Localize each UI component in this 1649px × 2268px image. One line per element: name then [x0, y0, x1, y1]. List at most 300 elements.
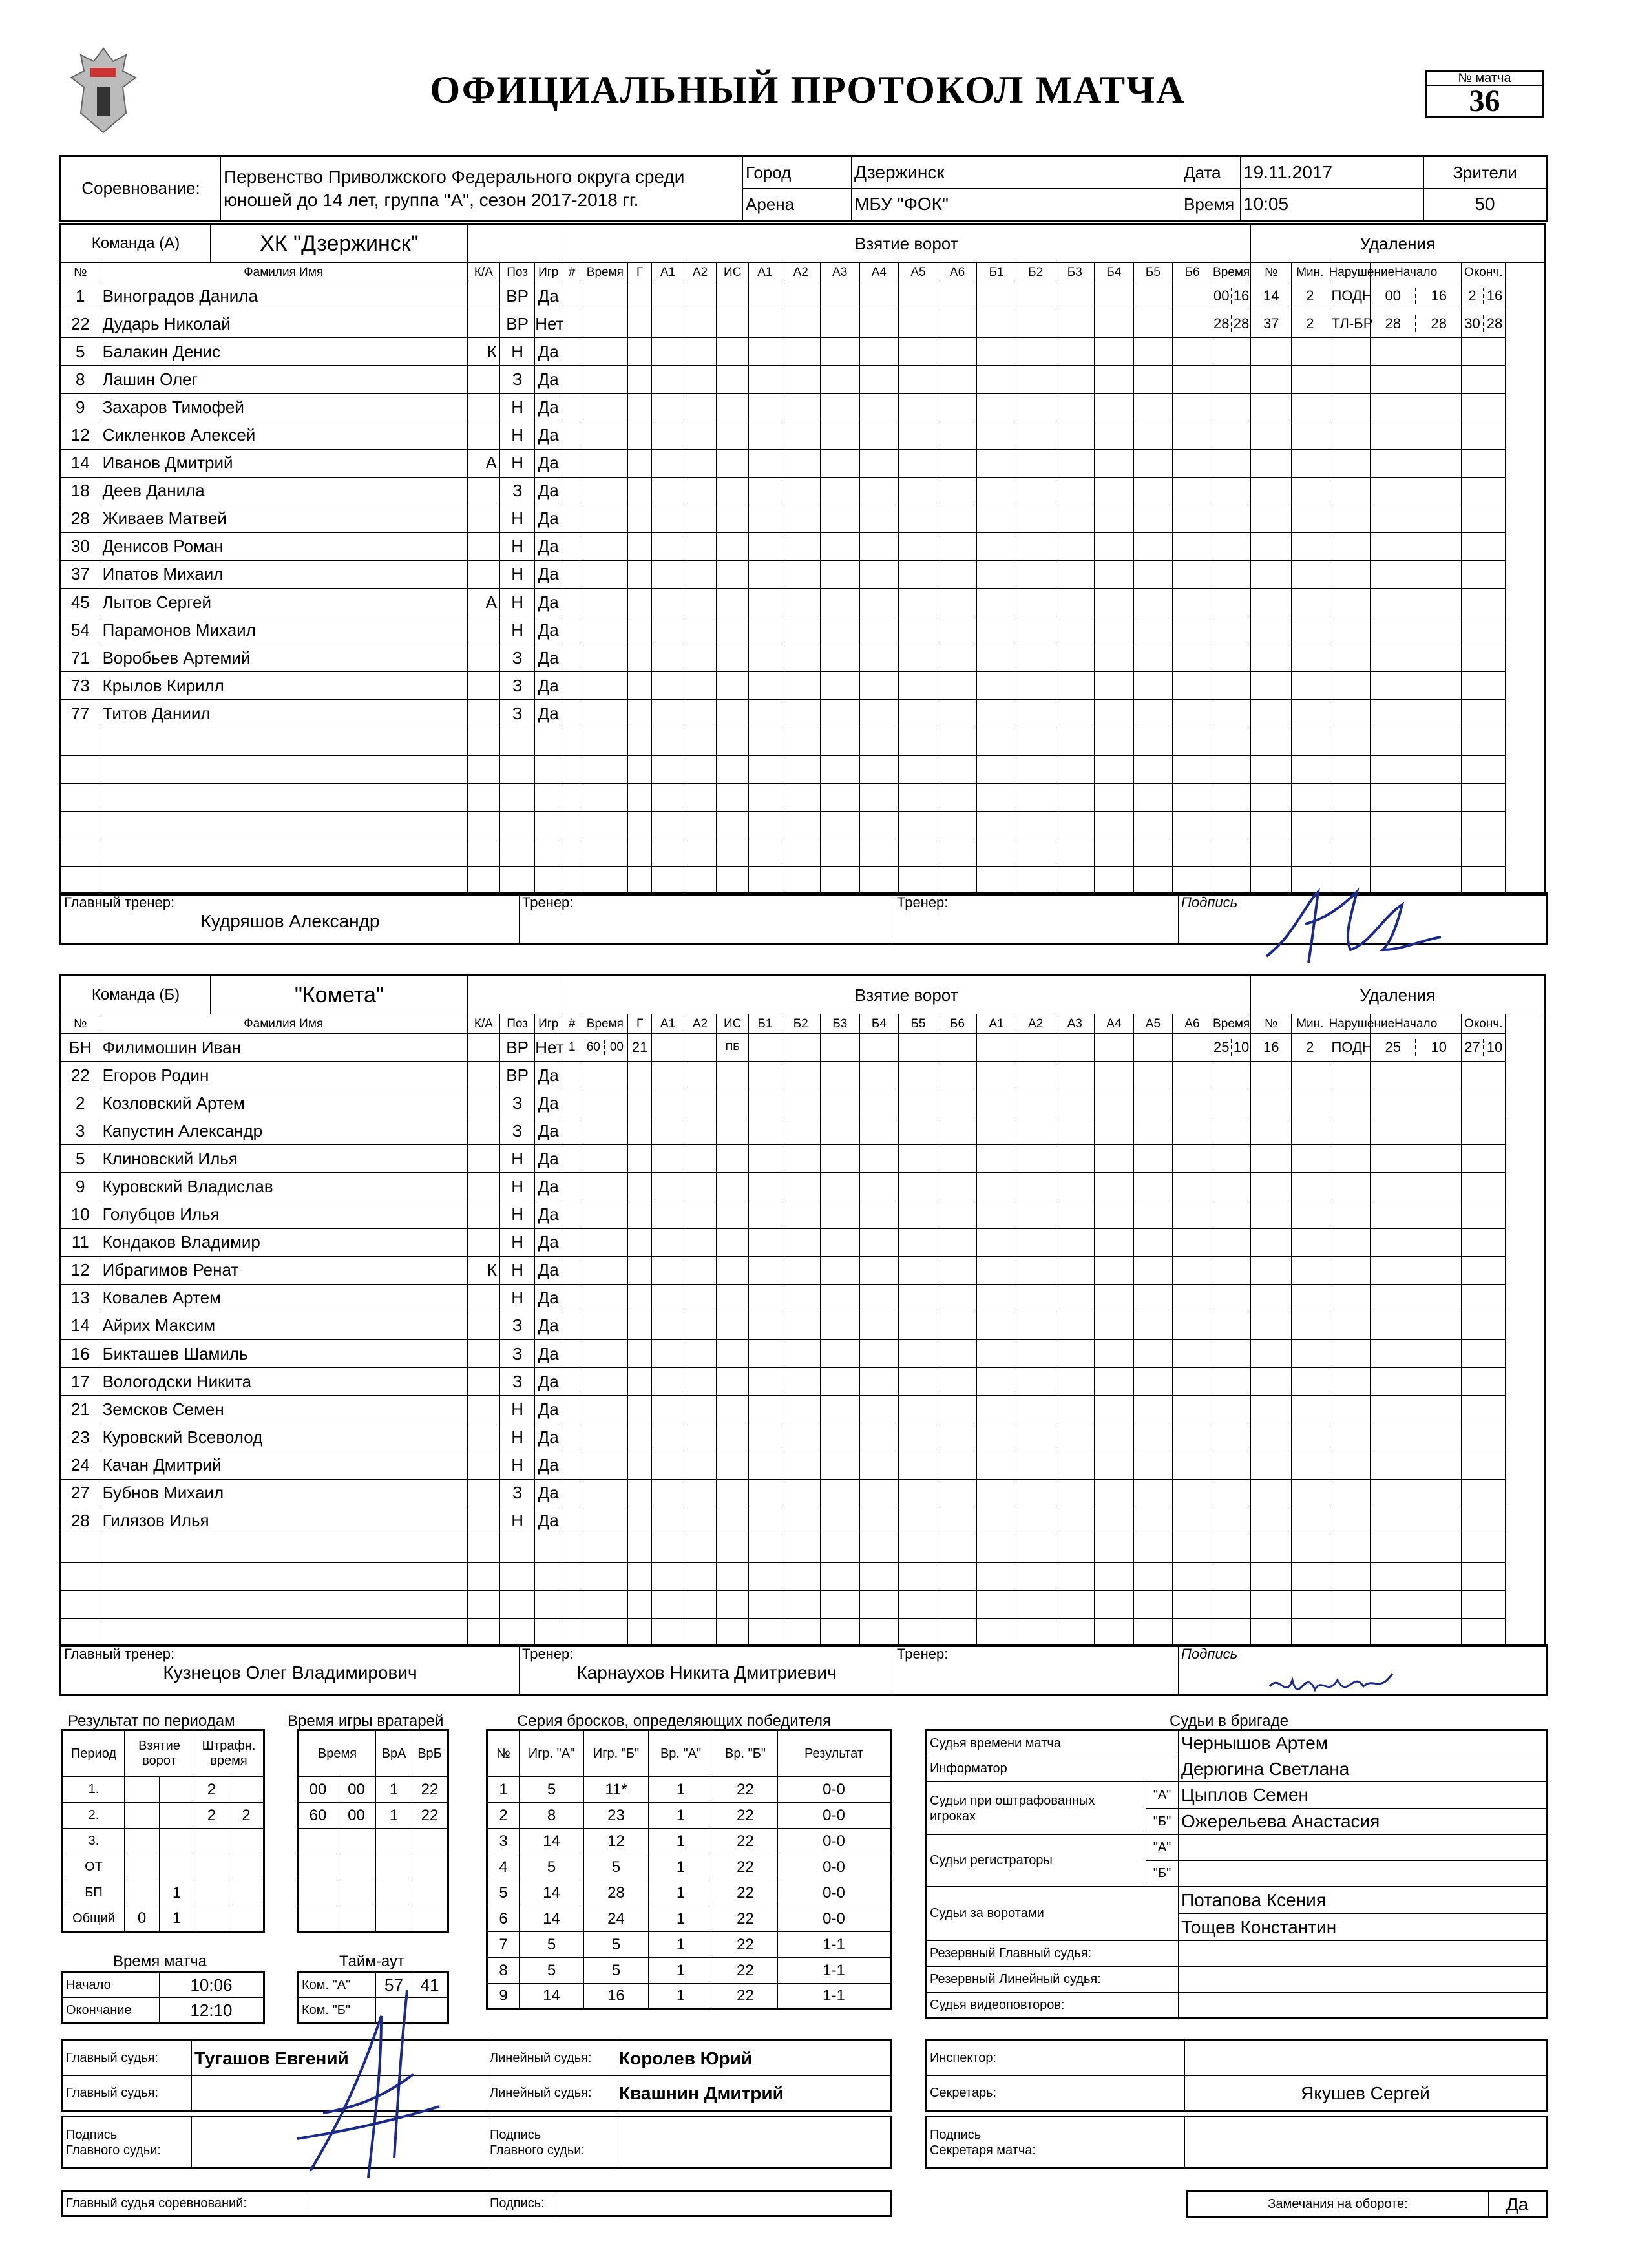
player-played: Да — [535, 1423, 562, 1451]
player-captain — [467, 1062, 499, 1089]
on-ice-cell — [899, 1451, 938, 1479]
goal-assist-1 — [651, 672, 684, 700]
penalty-minutes — [1292, 616, 1329, 644]
on-ice-cell — [899, 811, 938, 839]
player-position — [499, 755, 534, 783]
player-played — [535, 728, 562, 755]
goal-scorer — [628, 1451, 652, 1479]
penalty-start — [1371, 616, 1462, 644]
goal-number — [562, 532, 582, 560]
goal-judge-1: Потапова Ксения — [1179, 1887, 1547, 1914]
on-ice-cell — [899, 1562, 938, 1590]
goalie-a — [376, 1906, 412, 1932]
on-ice-cell — [1055, 1117, 1095, 1145]
player-position: З — [499, 672, 534, 700]
penalty-player — [1251, 1562, 1292, 1590]
on-ice-cell — [938, 728, 977, 755]
player-played: Да — [535, 421, 562, 449]
on-ice-cell — [1173, 1173, 1212, 1201]
player-name: Качан Дмитрий — [100, 1451, 467, 1479]
on-ice-cell — [821, 616, 860, 644]
on-ice-cell — [1055, 839, 1095, 866]
goal-number — [562, 1451, 582, 1479]
shootout-cell: 5 — [584, 1932, 649, 1958]
on-ice-cell — [1055, 728, 1095, 755]
player-played: Да — [535, 1145, 562, 1173]
team-a-col-g_hash: # — [562, 263, 582, 282]
goal-assist-1 — [651, 1507, 684, 1535]
goal-scorer — [628, 338, 652, 366]
player-position: Н — [499, 421, 534, 449]
player-name: Егоров Родин — [100, 1062, 467, 1089]
goal-assist-1 — [651, 560, 684, 588]
shootout-cell: 22 — [713, 1829, 778, 1854]
penalty-violation — [1329, 1173, 1371, 1201]
on-ice-cell — [899, 1368, 938, 1396]
goal-time — [582, 1145, 628, 1173]
on-ice-cell — [1055, 1228, 1095, 1256]
penalty-start — [1371, 672, 1462, 700]
penalty-time — [1212, 477, 1251, 505]
penalty-minutes — [1292, 755, 1329, 783]
team-a-col-p_end: Оконч. — [1462, 263, 1506, 282]
on-ice-cell — [749, 282, 781, 310]
shootout-cell: 0-0 — [778, 1829, 891, 1854]
player-played: Да — [535, 1368, 562, 1396]
goal-situation — [717, 394, 749, 421]
date-label: Дата — [1181, 156, 1241, 189]
player-captain — [467, 700, 499, 728]
timeout-title: Тайм-аут — [339, 1953, 404, 1970]
penalty-player — [1251, 700, 1292, 728]
player-position — [499, 866, 534, 894]
period-pa: 2 — [194, 1803, 229, 1829]
on-ice-cell — [1055, 282, 1095, 310]
penalty-violation — [1329, 1089, 1371, 1117]
penalty-minutes — [1292, 560, 1329, 588]
player-row — [61, 1034, 1545, 1062]
main-ref-label-2: Главный судья: — [63, 2076, 192, 2112]
on-ice-cell — [1055, 755, 1095, 783]
on-ice-cell — [1173, 644, 1212, 672]
player-position: Н — [499, 1451, 534, 1479]
penalty-time — [1212, 1228, 1251, 1256]
on-ice-cell — [1016, 672, 1055, 700]
goal-assist-2 — [684, 811, 717, 839]
penalty-start — [1371, 1368, 1462, 1396]
on-ice-cell — [1133, 1535, 1173, 1562]
on-ice-cell — [821, 1479, 860, 1507]
penalty-player — [1251, 1062, 1292, 1089]
on-ice-cell — [1016, 866, 1055, 894]
goal-number — [562, 282, 582, 310]
period-pa: 2 — [194, 1777, 229, 1803]
penalty-end — [1462, 1590, 1506, 1618]
player-name — [100, 783, 467, 811]
on-ice-cell — [859, 477, 899, 505]
penalty-time — [1212, 1340, 1251, 1368]
on-ice-cell — [1055, 1034, 1095, 1062]
on-ice-cell — [1095, 700, 1134, 728]
on-ice-cell — [1095, 366, 1134, 394]
penalty-violation — [1329, 672, 1371, 700]
penalty-violation — [1329, 532, 1371, 560]
player-number — [61, 839, 100, 866]
comp-sign-label: Подпись: — [487, 2192, 558, 2216]
period-pb: 2 — [229, 1803, 264, 1829]
period-name: БП — [63, 1880, 125, 1906]
on-ice-cell — [1133, 1451, 1173, 1479]
goalie-t2: 00 — [337, 1803, 376, 1829]
on-ice-cell — [1055, 1340, 1095, 1368]
on-ice-cell — [859, 421, 899, 449]
shootout-cell: 22 — [713, 1880, 778, 1906]
player-number: 17 — [61, 1368, 100, 1396]
on-ice-cell — [781, 616, 821, 644]
player-played: Да — [535, 1507, 562, 1535]
player-played — [535, 811, 562, 839]
goal-scorer — [628, 700, 652, 728]
reserve-line — [1179, 1967, 1547, 1993]
on-ice-cell — [1133, 394, 1173, 421]
team-b-col-minus-6: А6 — [1173, 1014, 1212, 1034]
player-played: Да — [535, 394, 562, 421]
player-captain — [467, 839, 499, 866]
on-ice-cell — [938, 755, 977, 783]
player-captain — [467, 282, 499, 310]
on-ice-cell — [781, 1590, 821, 1618]
goal-assist-2 — [684, 449, 717, 477]
shootout-cell: 6 — [487, 1906, 520, 1932]
match-number: 36 — [1469, 84, 1500, 118]
goal-scorer — [628, 421, 652, 449]
penalty-minutes — [1292, 1228, 1329, 1256]
goal-situation — [717, 1507, 749, 1535]
on-ice-cell — [1055, 532, 1095, 560]
goal-assist-1 — [651, 394, 684, 421]
goalie-t1 — [299, 1880, 337, 1906]
goal-situation — [717, 282, 749, 310]
player-played — [535, 1618, 562, 1646]
player-played — [535, 866, 562, 894]
goal-assist-1 — [651, 589, 684, 616]
player-name: Земсков Семен — [100, 1396, 467, 1423]
on-ice-cell — [749, 1089, 781, 1117]
team-a-col-plus-4: А4 — [859, 263, 899, 282]
goal-assist-1 — [651, 1340, 684, 1368]
on-ice-cell — [1095, 1145, 1134, 1173]
penalty-player — [1251, 728, 1292, 755]
on-ice-cell — [1095, 1451, 1134, 1479]
penalty-time — [1212, 1201, 1251, 1228]
penalty-end — [1462, 1256, 1506, 1284]
penalty-end — [1462, 1507, 1506, 1535]
player-played: Да — [535, 1062, 562, 1089]
player-row — [61, 560, 1545, 588]
sign-main2-label: Подпись Главного судьи: — [487, 2117, 616, 2168]
on-ice-cell — [859, 728, 899, 755]
player-number: 18 — [61, 477, 100, 505]
player-name: Куровский Владислав — [100, 1173, 467, 1201]
on-ice-cell — [749, 1117, 781, 1145]
on-ice-cell — [859, 1368, 899, 1396]
competition-label: Соревнование: — [61, 156, 221, 221]
on-ice-cell — [977, 1507, 1016, 1535]
penalty-time — [1212, 1173, 1251, 1201]
main-ref-1: Тугашов Евгений — [192, 2041, 487, 2076]
on-ice-cell — [821, 700, 860, 728]
period-pa — [194, 1829, 229, 1854]
penalty-time — [1212, 560, 1251, 588]
on-ice-cell — [1055, 1173, 1095, 1201]
penalty-start — [1371, 1562, 1462, 1590]
goal-scorer — [628, 1368, 652, 1396]
city: Дзержинск — [852, 156, 1181, 189]
goal-assist-2 — [684, 532, 717, 560]
goal-assist-2 — [684, 1535, 717, 1562]
on-ice-cell — [821, 366, 860, 394]
penalty-minutes — [1292, 839, 1329, 866]
on-ice-cell — [781, 532, 821, 560]
goal-number — [562, 560, 582, 588]
penalty-end — [1462, 449, 1506, 477]
team-b-col-minus-3: А3 — [1055, 1014, 1095, 1034]
on-ice-cell — [1095, 1368, 1134, 1396]
goal-scorer — [628, 1312, 652, 1339]
shootout-cell: 22 — [713, 1984, 778, 2010]
on-ice-cell — [977, 1062, 1016, 1089]
on-ice-cell — [749, 866, 781, 894]
on-ice-cell — [1095, 1117, 1134, 1145]
on-ice-cell — [1055, 366, 1095, 394]
on-ice-cell — [938, 505, 977, 532]
penalty-violation — [1329, 1396, 1371, 1423]
goal-number — [562, 394, 582, 421]
player-name — [100, 839, 467, 866]
penalty-end — [1462, 783, 1506, 811]
goal-situation — [717, 672, 749, 700]
on-ice-cell — [821, 811, 860, 839]
on-ice-cell — [1016, 1479, 1055, 1507]
penalty-end — [1462, 1535, 1506, 1562]
penalty-minutes — [1292, 505, 1329, 532]
on-ice-cell — [1055, 560, 1095, 588]
on-ice-cell — [1055, 1089, 1095, 1117]
on-ice-cell — [749, 1368, 781, 1396]
on-ice-cell — [977, 728, 1016, 755]
period-pb — [229, 1777, 264, 1803]
player-played — [535, 783, 562, 811]
on-ice-cell — [899, 366, 938, 394]
on-ice-cell — [1173, 1590, 1212, 1618]
goal-assist-2 — [684, 1562, 717, 1590]
player-number — [61, 1562, 100, 1590]
penalty-minutes — [1292, 449, 1329, 477]
shootout-cell: 1 — [649, 1906, 713, 1932]
player-position: Н — [499, 616, 534, 644]
goal-scorer — [628, 783, 652, 811]
goal-assist-1 — [651, 1089, 684, 1117]
period-gb: 1 — [160, 1880, 194, 1906]
goal-situation — [717, 532, 749, 560]
player-name: Живаев Матвей — [100, 505, 467, 532]
on-ice-cell — [1095, 1479, 1134, 1507]
penalty-start — [1371, 1117, 1462, 1145]
goal-scorer — [628, 505, 652, 532]
penalty-minutes — [1292, 1451, 1329, 1479]
player-number: 28 — [61, 505, 100, 532]
player-captain — [467, 1145, 499, 1173]
on-ice-cell — [1055, 700, 1095, 728]
on-ice-cell — [1016, 338, 1055, 366]
on-ice-cell — [1133, 728, 1173, 755]
player-name: Козловский Артем — [100, 1089, 467, 1117]
team-b-col-played: Игр — [535, 1014, 562, 1034]
on-ice-cell — [859, 338, 899, 366]
team-b-label: Команда (Б) — [61, 976, 211, 1014]
reserve-main-label: Резервный Главный судья: — [927, 1941, 1179, 1967]
player-played: Да — [535, 644, 562, 672]
goalie-t2 — [337, 1854, 376, 1880]
penalty-start — [1371, 1618, 1462, 1646]
on-ice-cell — [977, 1312, 1016, 1339]
period-name: 1. — [63, 1777, 125, 1803]
penalty-minutes — [1292, 1173, 1329, 1201]
on-ice-cell — [977, 644, 1016, 672]
penalty-violation — [1329, 1228, 1371, 1256]
goal-assist-2 — [684, 1062, 717, 1089]
on-ice-cell — [1173, 1618, 1212, 1646]
team-a-col-g_g: Г — [628, 263, 652, 282]
penalty-minutes — [1292, 1396, 1329, 1423]
player-captain — [467, 505, 499, 532]
on-ice-cell — [821, 560, 860, 588]
goal-assist-1 — [651, 1312, 684, 1339]
on-ice-cell — [749, 811, 781, 839]
on-ice-cell — [1016, 1340, 1055, 1368]
goal-number — [562, 755, 582, 783]
player-played: Да — [535, 532, 562, 560]
penalty-violation: ТЛ-БР — [1329, 310, 1371, 338]
timekeeper: Чернышов Артем — [1179, 1730, 1547, 1756]
on-ice-cell — [899, 532, 938, 560]
penalty-start — [1371, 811, 1462, 839]
russia-hockey-logo-icon — [61, 42, 145, 139]
team-b-col-plus-4: Б4 — [859, 1014, 899, 1034]
goalie-a-col: ВрА — [376, 1730, 412, 1777]
penalty-start — [1371, 1089, 1462, 1117]
penalty-start — [1371, 589, 1462, 616]
player-played: Да — [535, 282, 562, 310]
penalty-end — [1462, 728, 1506, 755]
period-gb — [160, 1777, 194, 1803]
on-ice-cell — [1095, 1396, 1134, 1423]
player-number: 77 — [61, 700, 100, 728]
goal-scorer — [628, 728, 652, 755]
shootout-cell: 0-0 — [778, 1906, 891, 1932]
on-ice-cell — [1133, 1256, 1173, 1284]
penalty-end — [1462, 560, 1506, 588]
goalie-row — [299, 1829, 448, 1854]
penalty-end — [1462, 366, 1506, 394]
on-ice-cell — [938, 1201, 977, 1228]
team-b-col-plus-6: Б6 — [938, 1014, 977, 1034]
goal-scorer — [628, 1562, 652, 1590]
on-ice-cell — [781, 1117, 821, 1145]
on-ice-cell — [781, 1256, 821, 1284]
goal-assist-2 — [684, 839, 717, 866]
goal-assist-2 — [684, 1423, 717, 1451]
shootout-cell: 8 — [520, 1803, 584, 1829]
player-name: Айрих Максим — [100, 1312, 467, 1339]
penalty-minutes — [1292, 1312, 1329, 1339]
on-ice-cell — [1016, 532, 1055, 560]
penalty-violation — [1329, 1062, 1371, 1089]
goalie-b — [412, 1854, 448, 1880]
on-ice-cell — [781, 1201, 821, 1228]
penalty-minutes: 2 — [1292, 310, 1329, 338]
penalty-time — [1212, 1256, 1251, 1284]
goal-situation — [717, 1145, 749, 1173]
on-ice-cell — [1016, 616, 1055, 644]
on-ice-cell — [1133, 1507, 1173, 1535]
competition-name: Первенство Приволжского Федерального округа среди юношей до 14 лет, группа "А", сезон 2017-2018 гг. — [221, 156, 743, 221]
sign-main2-field — [616, 2117, 891, 2168]
on-ice-cell — [899, 282, 938, 310]
on-ice-cell — [821, 1340, 860, 1368]
penalty-start — [1371, 755, 1462, 783]
penalty-start — [1371, 1479, 1462, 1507]
registrar-b-label: "Б" — [1146, 1861, 1179, 1887]
penalty-minutes — [1292, 1535, 1329, 1562]
team-b-trainer2-label: Тренер: — [897, 1646, 949, 1663]
player-captain — [467, 1284, 499, 1312]
registrar-a-label: "А" — [1146, 1835, 1179, 1861]
on-ice-cell — [977, 1201, 1016, 1228]
team-b-col-plus-3: Б3 — [821, 1014, 860, 1034]
player-row — [61, 1062, 1545, 1089]
goal-number — [562, 1535, 582, 1562]
player-position: Н — [499, 1201, 534, 1228]
goalie-t1 — [299, 1829, 337, 1854]
on-ice-cell — [1055, 783, 1095, 811]
on-ice-cell — [1173, 728, 1212, 755]
on-ice-cell — [1095, 1535, 1134, 1562]
on-ice-cell — [1055, 1284, 1095, 1312]
penalty-violation — [1329, 1312, 1371, 1339]
on-ice-cell — [938, 700, 977, 728]
on-ice-cell — [821, 1535, 860, 1562]
penalty-start — [1371, 1256, 1462, 1284]
player-position: Н — [499, 1145, 534, 1173]
on-ice-cell — [749, 477, 781, 505]
penalty-minutes: 2 — [1292, 282, 1329, 310]
goal-assist-2 — [684, 1368, 717, 1396]
goal-time — [582, 866, 628, 894]
on-ice-cell — [859, 1396, 899, 1423]
on-ice-cell — [938, 338, 977, 366]
on-ice-cell — [749, 310, 781, 338]
player-number: 2 — [61, 1089, 100, 1117]
shootout-col-0: № — [487, 1730, 520, 1777]
on-ice-cell — [1016, 1618, 1055, 1646]
penalty-violation — [1329, 616, 1371, 644]
goal-scorer — [628, 282, 652, 310]
shootout-row — [487, 1777, 891, 1803]
penalty-player — [1251, 1368, 1292, 1396]
on-ice-cell — [781, 1228, 821, 1256]
penalty-start — [1371, 1451, 1462, 1479]
